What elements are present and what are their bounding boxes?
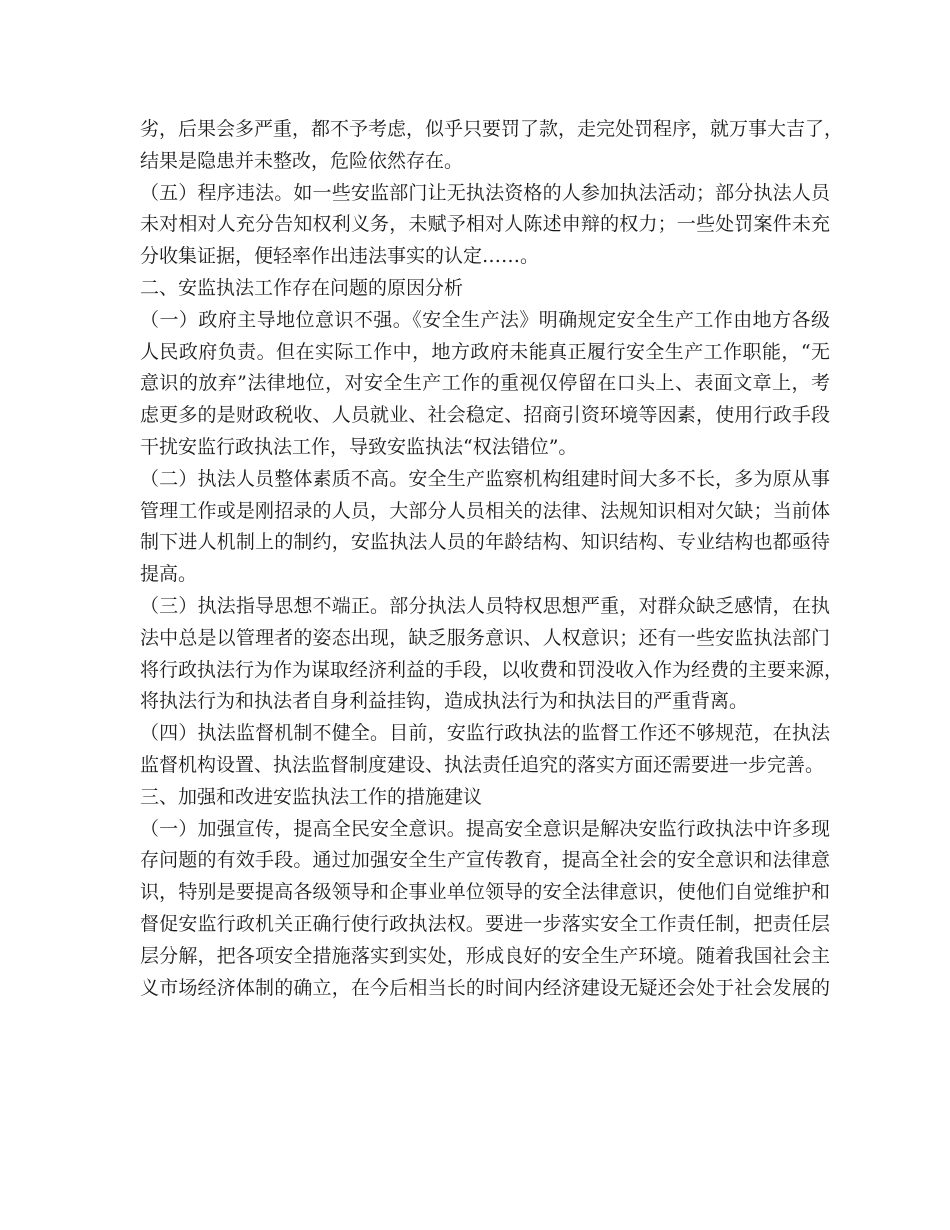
text-line: 虑更多的是财政税收、人员就业、社会稳定、招商引资环境等因素，使用行政手段 (140, 404, 830, 427)
text-line: 识，特别是要提高各级领导和企事业单位领导的安全法律意识，使他们自觉维护和 (140, 881, 830, 904)
section-heading: 三、加强和改进安监执法工作的措施建议 (140, 785, 483, 808)
text-line: 意识的放弃”法律地位，对安全生产工作的重视仅停留在口头上、表面文章上，考 (140, 372, 830, 395)
text-line: （一）加强宣传，提高全民安全意识。提高安全意识是解决安监行政执法中许多现 (140, 817, 830, 840)
text-line: 存问题的有效手段。通过加强安全生产宣传教育，提高全社会的安全意识和法律意 (140, 849, 830, 872)
text-line: 制下进人机制上的制约，安监执法人员的年龄结构、知识结构、专业结构也都亟待 (140, 531, 830, 554)
body-text (140, 114, 844, 1004)
text-line: （五）程序违法。如一些安监部门让无执法资格的人参加执法活动；部分执法人员 (140, 181, 830, 204)
text-line: 人民政府负责。但在实际工作中，地方政府未能真正履行安全生产工作职能，“无 (140, 340, 830, 363)
text-line: 督促安监行政机关正确行使行政执法权。要进一步落实安全工作责任制，把责任层 (140, 912, 830, 935)
text-line: 劣，后果会多严重，都不予考虑，似乎只要罚了款，走完处罚程序，就万事大吉了， (140, 118, 844, 140)
text-line: 法中总是以管理者的姿态出现，缺乏服务意识、人权意识；还有一些安监执法部门 (140, 626, 830, 649)
text-line: 将执法行为和执法者自身利益挂钩，造成执法行为和执法目的严重背离。 (140, 690, 749, 713)
section-heading: 二、安监执法工作存在问题的原因分析 (140, 276, 464, 299)
text-line: 管理工作或是刚招录的人员，大部分人员相关的法律、法规知识相对欠缺；当前体 (140, 499, 830, 522)
text-line: （一）政府主导地位意识不强。《安全生产法》明确规定安全生产工作由地方各级 (140, 308, 830, 331)
text-line: （四）执法监督机制不健全。目前，安监行政执法的监督工作还不够规范，在执法 (140, 722, 830, 745)
text-line: 将行政执法行为作为谋取经济利益的手段，以收费和罚没收入作为经费的主要来源， (140, 658, 844, 681)
text-line: 义市场经济体制的确立，在今后相当长的时间内经济建设无疑还会处于社会发展的 (140, 976, 830, 999)
text-line: 监督机构设置、执法监督制度建设、执法责任追究的落实方面还需要进一步完善。 (140, 753, 825, 776)
text-line: （三）执法指导思想不端正。部分执法人员特权思想严重，对群众缺乏感情，在执 (140, 594, 830, 617)
text-line: 提高。 (140, 563, 198, 586)
text-line: 干扰安监行政执法工作，导致安监执法“权法错位”。 (140, 435, 578, 458)
text-line: 分收集证据，便轻率作出违法事实的认定……。 (140, 245, 540, 268)
text-line: 层分解，把各项安全措施落实到实处，形成良好的安全生产环境。随着我国社会主 (140, 944, 830, 967)
text-line: （二）执法人员整体素质不高。安全生产监察机构组建时间大多不长，多为原从事 (140, 467, 830, 490)
text-line: 结果是隐患并未整改，危险依然存在。 (140, 149, 464, 172)
text-line: 未对相对人充分告知权利义务，未赋予相对人陈述申辩的权力；一些处罚案件未充 (140, 213, 830, 236)
